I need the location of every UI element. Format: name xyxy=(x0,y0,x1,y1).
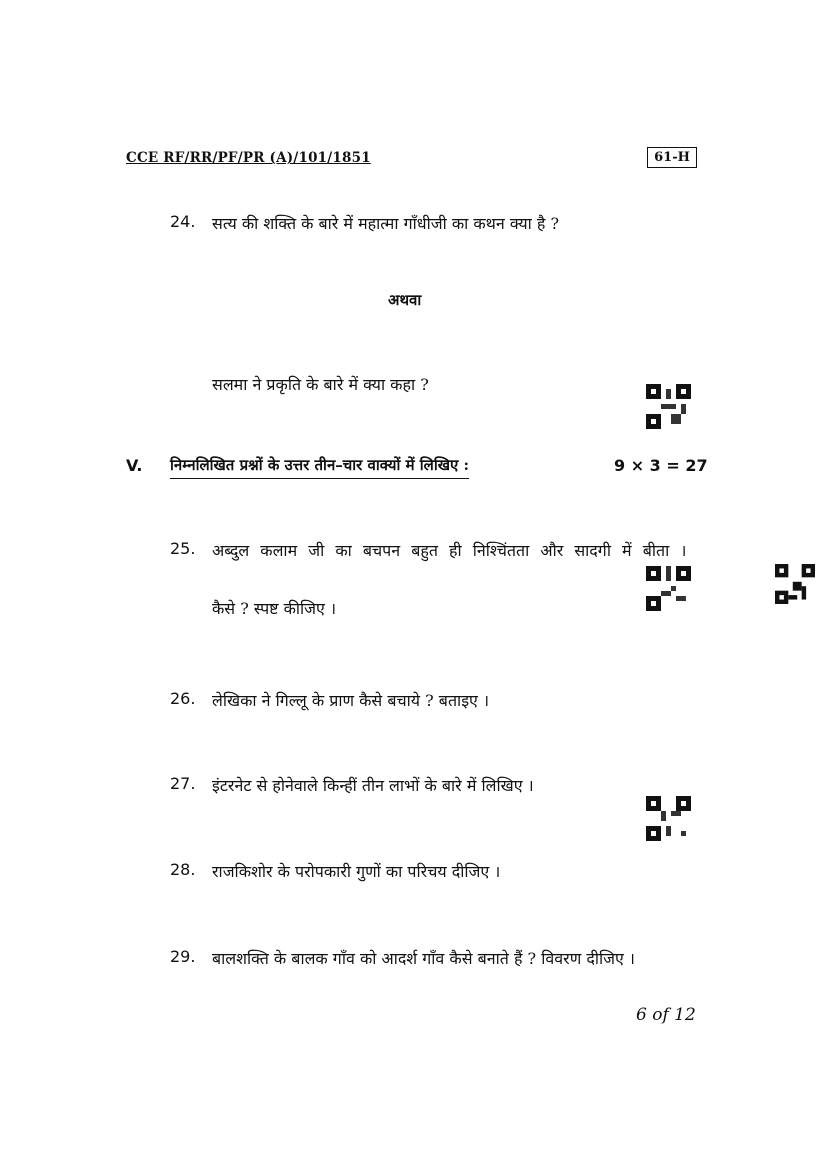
page-number: 6 of 12 xyxy=(636,1005,696,1025)
question-text: सलमा ने प्रकृति के बारे में क्या कहा ? xyxy=(212,375,429,394)
question-number: 24. xyxy=(170,212,196,231)
question-text: राजकिशोर के परोपकारी गुणों का परिचय दीजिए । xyxy=(212,862,501,881)
question-text: बालशक्ति के बालक गाँव को आदर्श गाँव कैसे बनाते हैं ? विवरण दीजिए । xyxy=(212,949,636,968)
qr-code-image xyxy=(775,564,815,604)
or-label: अथवा xyxy=(388,291,422,309)
question-number: 29. xyxy=(170,947,196,966)
section-marks: 9 × 3 = 27 xyxy=(614,456,708,475)
paper-code-box: 61-H xyxy=(647,147,697,168)
section-title: निम्नलिखित प्रश्नों के उत्तर तीन–चार वाक्यों में लिखिए : xyxy=(170,455,469,479)
qr-code-image xyxy=(646,566,691,611)
question-number: 27. xyxy=(170,774,196,793)
question-text: इंटरनेट से होनेवाले किन्हीं तीन लाभों के बारे में लिखिए । xyxy=(212,776,534,795)
qr-code-image xyxy=(646,384,691,429)
question-text: लेखिका ने गिल्लू के प्राण कैसे बचाये ? बताइए । xyxy=(212,691,490,710)
question-number: 25. xyxy=(170,539,196,558)
exam-code: CCE RF/RR/PF/PR (A)/101/1851 xyxy=(126,150,371,166)
section-label: V. xyxy=(126,456,143,475)
qr-code-image xyxy=(646,796,691,841)
question-text-line1: अब्दुल कलाम जी का बचपन बहुत ही निश्चिंतता और सादगी में बीता । xyxy=(212,541,687,560)
question-text-line2: कैसे ? स्पष्ट कीजिए । xyxy=(212,599,337,618)
question-number: 26. xyxy=(170,689,196,708)
question-text: सत्य की शक्ति के बारे में महात्मा गाँधीजी का कथन क्या है ? xyxy=(212,214,560,233)
question-number: 28. xyxy=(170,860,196,879)
